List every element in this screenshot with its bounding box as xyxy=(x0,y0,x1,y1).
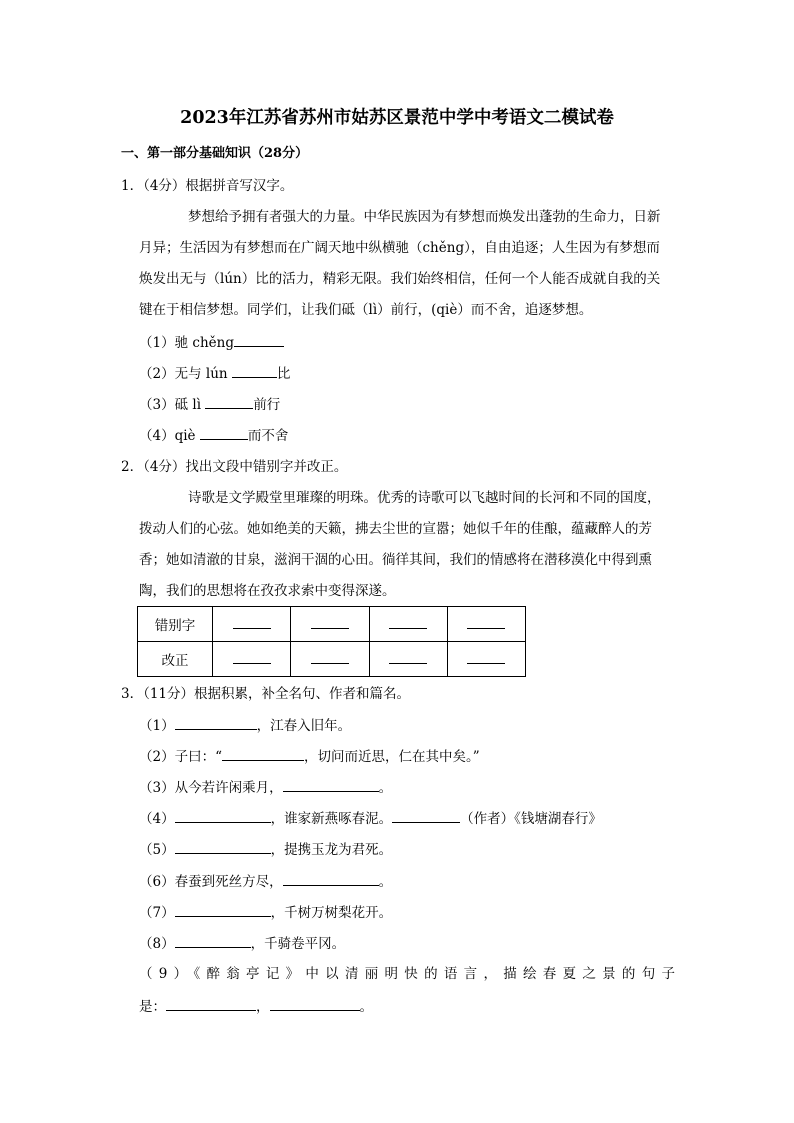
answer-blank[interactable] xyxy=(175,903,271,917)
q1-item xyxy=(139,364,290,383)
table-header-wrong: 错别字 xyxy=(138,607,213,642)
q3-item-text: ，千骑卷平冈。 xyxy=(250,936,346,952)
q1-item-suffix: 而不舍 xyxy=(247,428,289,444)
table-cell[interactable] xyxy=(369,607,447,642)
answer-blank[interactable] xyxy=(270,997,360,1011)
answer-blank[interactable] xyxy=(205,395,253,409)
page-title: 2023年江苏省苏州市姑苏区景范中学中考语文二模试卷 xyxy=(180,108,614,128)
q3-item xyxy=(139,809,602,828)
answer-blank[interactable] xyxy=(222,747,304,761)
answer-blank[interactable] xyxy=(175,840,271,854)
q3-item-text: 是： xyxy=(139,999,166,1015)
q3-item-text: （3）从今若许闲乘月， xyxy=(139,780,283,796)
q1-stem: 1．（4分）根据拼音写汉字。 xyxy=(121,178,294,194)
q3-item xyxy=(139,747,480,766)
table-cell[interactable] xyxy=(213,642,291,677)
table-cell[interactable] xyxy=(213,607,291,642)
q3-stem: 3．（11分）根据积累，补全名句、作者和篇名。 xyxy=(121,686,411,702)
table-cell[interactable] xyxy=(291,642,369,677)
q3-item-text: （作者）《钱塘湖春行》 xyxy=(460,811,602,827)
table-row xyxy=(138,642,526,677)
correction-table xyxy=(137,606,526,677)
q3-item xyxy=(139,934,345,953)
q2-passage-line: 诗歌是文学殿堂里璀璨的明珠。优秀的诗歌可以飞越时间的长河和不同的国度， xyxy=(188,490,661,506)
table-header-correct: 改正 xyxy=(138,642,213,677)
table-cell[interactable] xyxy=(447,642,525,677)
q3-item-text: （6）春蚕到死丝方尽， xyxy=(139,874,283,890)
q2-passage-line: 拨动人们的心弦。她如绝美的天籁，拂去尘世的宣嚣；她似千年的佳酿，蕴藏醉人的芳 xyxy=(139,521,652,537)
author-blank[interactable] xyxy=(392,809,460,823)
answer-blank[interactable] xyxy=(175,809,271,823)
q2-stem: 2．（4分）找出文段中错别字并改正。 xyxy=(121,459,348,475)
q3-item xyxy=(139,997,373,1016)
q1-item xyxy=(139,426,288,445)
answer-blank[interactable] xyxy=(232,364,277,378)
q3-item xyxy=(139,872,392,891)
q3-item-text: 。 xyxy=(378,780,393,796)
q1-passage-line: 梦想给予拥有者强大的力量。中华民族因为有梦想而焕发出蓬勃的生命力，日新 xyxy=(188,209,661,225)
table-cell[interactable] xyxy=(291,607,369,642)
q1-passage-line: 月异；生活因为有梦想而在广阔天地中纵横驰（chěng），自由追逐；人生因为有梦想而 xyxy=(139,240,660,256)
q3-item xyxy=(139,840,392,859)
q3-item-label: （7） xyxy=(139,905,175,921)
q3-item xyxy=(139,903,392,922)
q3-item-label: （4） xyxy=(139,811,175,827)
q1-item xyxy=(139,395,280,414)
q3-item-text: 。 xyxy=(378,874,393,890)
q3-item-text: ，切问而近思，仁在其中矣。” xyxy=(304,749,480,765)
q1-passage-line: 焕发出无与（lún）比的活力，精彩无限。我们始终相信，任何一个人能否成就自我的关 xyxy=(139,271,661,287)
q3-item-text: ，谁家新燕啄春泥。 xyxy=(270,811,393,827)
q1-item-suffix: 比 xyxy=(276,366,291,382)
q3-item xyxy=(139,778,392,797)
q3-item-label: （5） xyxy=(139,842,175,858)
q2-passage-line: 香；她如清澈的甘泉，滋润干涸的心田。徜徉其间，我们的情感将在潜移漠化中得到熏 xyxy=(139,552,652,568)
q1-item xyxy=(139,333,284,352)
table-row xyxy=(138,607,526,642)
q1-item-label: （2）无与 lún xyxy=(139,366,228,382)
answer-blank[interactable] xyxy=(283,778,379,792)
q1-passage-line: 键在于相信梦想。同学们，让我们砥（lì）前行，(qiè）而不舍，追逐梦想。 xyxy=(139,302,593,318)
table-cell[interactable] xyxy=(447,607,525,642)
q3-item-label: （8） xyxy=(139,936,175,952)
answer-blank[interactable] xyxy=(166,997,256,1011)
q3-item-text: ，千树万树梨花开。 xyxy=(270,905,393,921)
answer-blank[interactable] xyxy=(283,872,379,886)
q3-item-label: （2）子曰：“ xyxy=(139,749,222,765)
q1-item-suffix: 前行 xyxy=(253,397,281,413)
q3-item-text: ，江春入旧年。 xyxy=(256,718,352,734)
q2-passage-line: 陶，我们的思想将在孜孜求索中变得深遂。 xyxy=(139,583,396,599)
answer-blank[interactable] xyxy=(175,716,257,730)
answer-blank[interactable] xyxy=(234,333,284,347)
answer-blank[interactable] xyxy=(175,934,251,948)
q3-item-label: （1） xyxy=(139,718,175,734)
q3-item-text: ， xyxy=(256,999,270,1015)
table-cell[interactable] xyxy=(369,642,447,677)
q3-item-text: ，提携玉龙为君死。 xyxy=(270,842,393,858)
q3-item xyxy=(139,716,351,735)
q1-item-label: （1）驰 chěng xyxy=(139,335,234,351)
q1-item-label: （3）砥 lì xyxy=(139,397,206,413)
q3-item-text: 。 xyxy=(359,999,373,1015)
section-heading: 一、第一部分基础知识（28分） xyxy=(121,146,309,161)
answer-blank[interactable] xyxy=(200,426,248,440)
q1-item-label: （4）qiè xyxy=(139,428,200,444)
q3-item9-line: （9）《醉翁亭记》中以清丽明快的语言，描绘春夏之景的句子 xyxy=(139,966,675,982)
